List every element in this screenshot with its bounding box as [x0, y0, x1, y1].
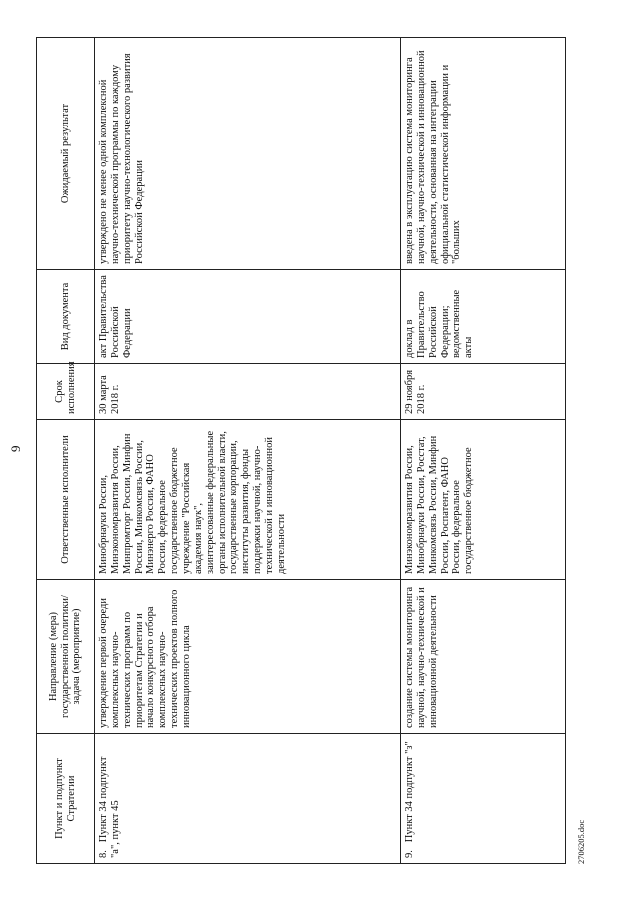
header-result: Ожидаемый результат	[37, 38, 95, 270]
header-point: Пункт и подпункт Стратегии	[37, 734, 95, 864]
direction-cell: создание системы мониторинга научной, научно-технической и инновационной деятельности	[401, 580, 566, 734]
header-deadline: Срок исполнения	[37, 364, 95, 420]
page-number: 9	[8, 445, 23, 452]
action-plan-table	[36, 37, 566, 864]
direction-cell: утверждение первой очереди комплексных научно-технических программ по приоритетам Стратегии и начало конкурсного отбора комплексных научно-технических проектов полного инновационного цикла	[95, 580, 401, 734]
executors-cell: Минобрнауки России, Минэкономразвития России, Минпромторг России, Минфин России, Минкомсвязь России, Минэнерго России, ФАНО России, федеральное государственное бюджетное учреждение "Российская академия наук", заинтересованные федеральные органы исполнительной власти, государственные корпорации, институты развития, фонды поддержки научной, научно-технической и инновационной деятельности	[95, 420, 401, 580]
expected-result-cell: введена в эксплуатацию система мониторинга научной, научно-технической и инновационной деятельности, основанная на интеграции официальной статистической информации и "больших	[401, 38, 566, 270]
row-number: 8.	[98, 850, 109, 858]
table-row	[401, 38, 566, 864]
point-cell	[401, 734, 566, 864]
row-number: 9.	[404, 850, 415, 858]
executors-cell: Минэкономразвития России, Минобрнауки России, Росстат, Минкомсвязь России, Минфин России, Роспатент, ФАНО России, федеральное государственное бюджетное	[401, 420, 566, 580]
deadline-cell: 29 ноября 2018 г.	[401, 364, 566, 420]
deadline-cell: 30 марта 2018 г.	[95, 364, 401, 420]
expected-result-cell: утверждено не менее одной комплексной научно-технической программы по каждому приоритету научно-технологического развития Российской Федерации	[95, 38, 401, 270]
header-document: Вид документа	[37, 270, 95, 364]
header-direction: Направление (мера) государственной политики/ задача (мероприятие)	[37, 580, 95, 734]
rotated-page-content	[8, 38, 586, 864]
point-cell	[95, 734, 401, 864]
document-type-cell: акт Правительства Российской Федерации	[95, 270, 401, 364]
strategy-point: Пункт 34 подпункт "а", пункт 45	[98, 756, 121, 858]
table-row	[95, 38, 401, 864]
document-type-cell: доклад в Правительство Российской Федерации; ведомственные акты	[401, 270, 566, 364]
strategy-point: Пункт 34 подпункт "з"	[404, 741, 415, 843]
table-header-row	[37, 38, 95, 864]
header-executors: Ответственные исполнители	[37, 420, 95, 580]
footer-doc-code: 2706205.doc	[576, 819, 586, 864]
